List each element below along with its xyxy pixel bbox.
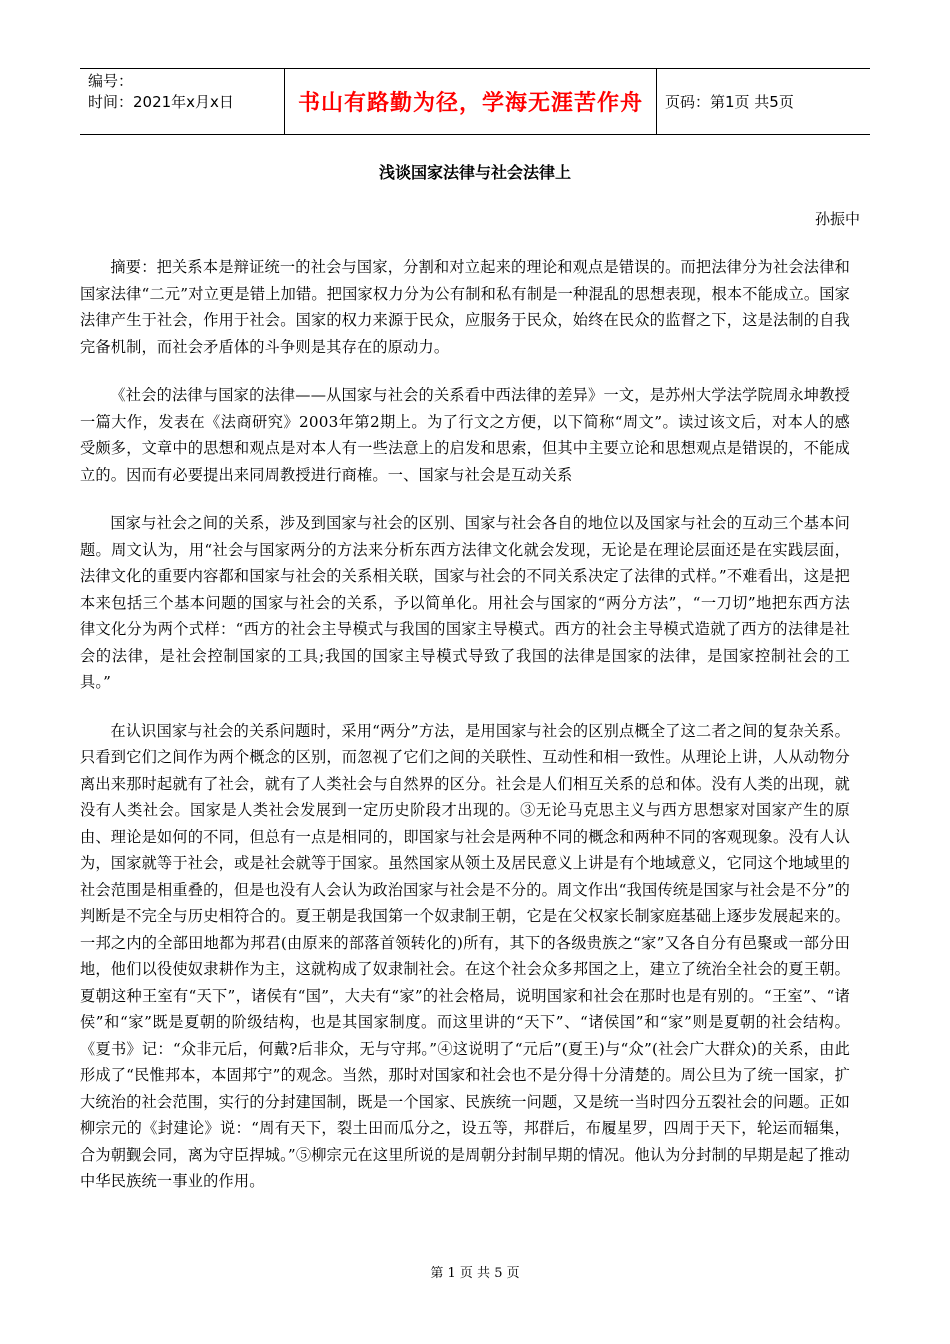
body-paragraph: 国家与社会之间的关系，涉及到国家与社会的区别、国家与社会各自的地位以及国家与社会的互动三个基本问题。周文认为，用“社会与国家两分的方法来分析东西方法律文化就会发现，无论是在理论层面还是在实践层面，法律文化的重要内容都和国家与社会的关系相关联，国家与社会的不同关系决定了法律的式样。”不难看出，这是把本来包括三个基本问题的国家与社会的关系，予以简单化。用社会与国家的“两分方法”，“一刀切”地把东西方法律文化分为两个式样：“西方的社会主导模式与我国的国家主导模式。西方的社会主导模式造就了西方的法律是社会的法律，是社会控制国家的工具;我国的国家主导模式导致了我国的法律是国家的法律，是国家控制社会的工具。” — [80, 514, 850, 691]
body-paragraph: 《社会的法律与国家的法律——从国家与社会的关系看中西法律的差异》一文，是苏州大学法学院周永坤教授一篇大作，发表在《法商研究》2003年第2期上。为了行文之方便，以下简称“周文”。读过该文后，对本人的感受颇多，文章中的思想和观点是对本人有一些法意上的启发和思索，但其中主要立论和思想观点是错误的，不能成立的。因而有必要提出来同周教授进行商榷。一、国家与社会是互动关系 — [80, 386, 850, 484]
header-meta — [80, 69, 284, 134]
document-body — [80, 254, 850, 1217]
body-paragraph: 在认识国家与社会的关系问题时，采用“两分”方法，是用国家与社会的区别点概全了这二者之间的复杂关系。只看到它们之间作为两个概念的区别，而忽视了它们之间的关联性、互动性和相一致性。从理论上讲，人从动物分离出来那时起就有了社会，就有了人类社会与自然界的区分。社会是人们相互关系的总和体。没有人类的出现，就没有人类社会。国家是人类社会发展到一定历史阶段才出现的。③无论马克思主义与西方思想家对国家产生的原由、理论是如何的不同，但总有一点是相同的，即国家与社会是两种不同的概念和两种不同的客观现象。没有人认为，国家就等于社会，或是社会就等于国家。虽然国家从领土及居民意义上讲是有个地域意义，它同这个地域里的社会范围是相重叠的，但是也没有人会认为政治国家与社会是不分的。周文作出“我国传统是国家与社会是不分”的判断是不完全与历史相符合的。夏王朝是我国第一个奴隶制王朝，它是在父权家长制家庭基础上逐步发展起来的。一邦之内的全部田地都为邦君(由原来的部落首领转化的)所有，其下的各级贵族之“家”又各自分有邑聚或一部分田地，他们以役使奴隶耕作为主，这就构成了奴隶制社会。在这个社会众多邦国之上，建立了统治全社会的夏王朝。夏朝这种王室有“天下”，诸侯有“国”，大夫有“家”的社会格局，说明国家和社会在那时也是有别的。“王室”、“诸侯”和“家”既是夏朝的阶级结构，也是其国家制度。而这里讲的“天下”、“诸侯国”和“家”则是夏朝的社会结构。《夏书》记：“众非元后，何戴?后非众，无与守邦。”④这说明了“元后”(夏王)与“众”(社会广大群众)的关系，由此形成了“民惟邦本，本固邦宁”的观念。当然，那时对国家和社会也不是分得十分清楚的。周公旦为了统一国家，扩大统治的社会范围，实行的分封建国制，既是一个国家、民族统一问题，又是统一当时四分五裂社会的问题。正如柳宗元的《封建论》说：“周有天下，裂土田而瓜分之，设五等，邦群后，布履星罗，四周于天下，轮运而辐集，合为朝觐会同，离为守臣捍城。”⑤柳宗元在这里所说的是周朝分封制早期的情况。他认为分封制的早期是起了推动中华民族统一事业的作用。 — [80, 721, 850, 1190]
header-page-info: 页码：第1页 共5页 — [665, 93, 794, 111]
document-header — [80, 68, 870, 135]
header-motto: 书山有路勤为径，学海无涯苦作舟 — [284, 69, 657, 134]
header-date: 时间：2021年x月x日 — [88, 93, 234, 111]
abstract-paragraph: 摘要：把关系本是辩证统一的社会与国家，分割和对立起来的理论和观点是错误的。而把法律分为社会法律和国家法律“二元”对立更是错上加错。把国家权力分为公有制和私有制是一种混乱的思想表现，根本不能成立。国家法律产生于社会，作用于社会。国家的权力来源于民众，应服务于民众，始终在民众的监督之下，这是法制的自我完备机制，而社会矛盾体的斗争则是其存在的原动力。 — [80, 258, 850, 356]
document-author: 孙振中 — [814, 210, 860, 228]
document-title: 浅谈国家法律与社会法律上 — [378, 163, 571, 182]
header-number-label: 编号： — [88, 72, 134, 90]
page-footer: 第 1 页 共 5 页 — [430, 1266, 520, 1281]
